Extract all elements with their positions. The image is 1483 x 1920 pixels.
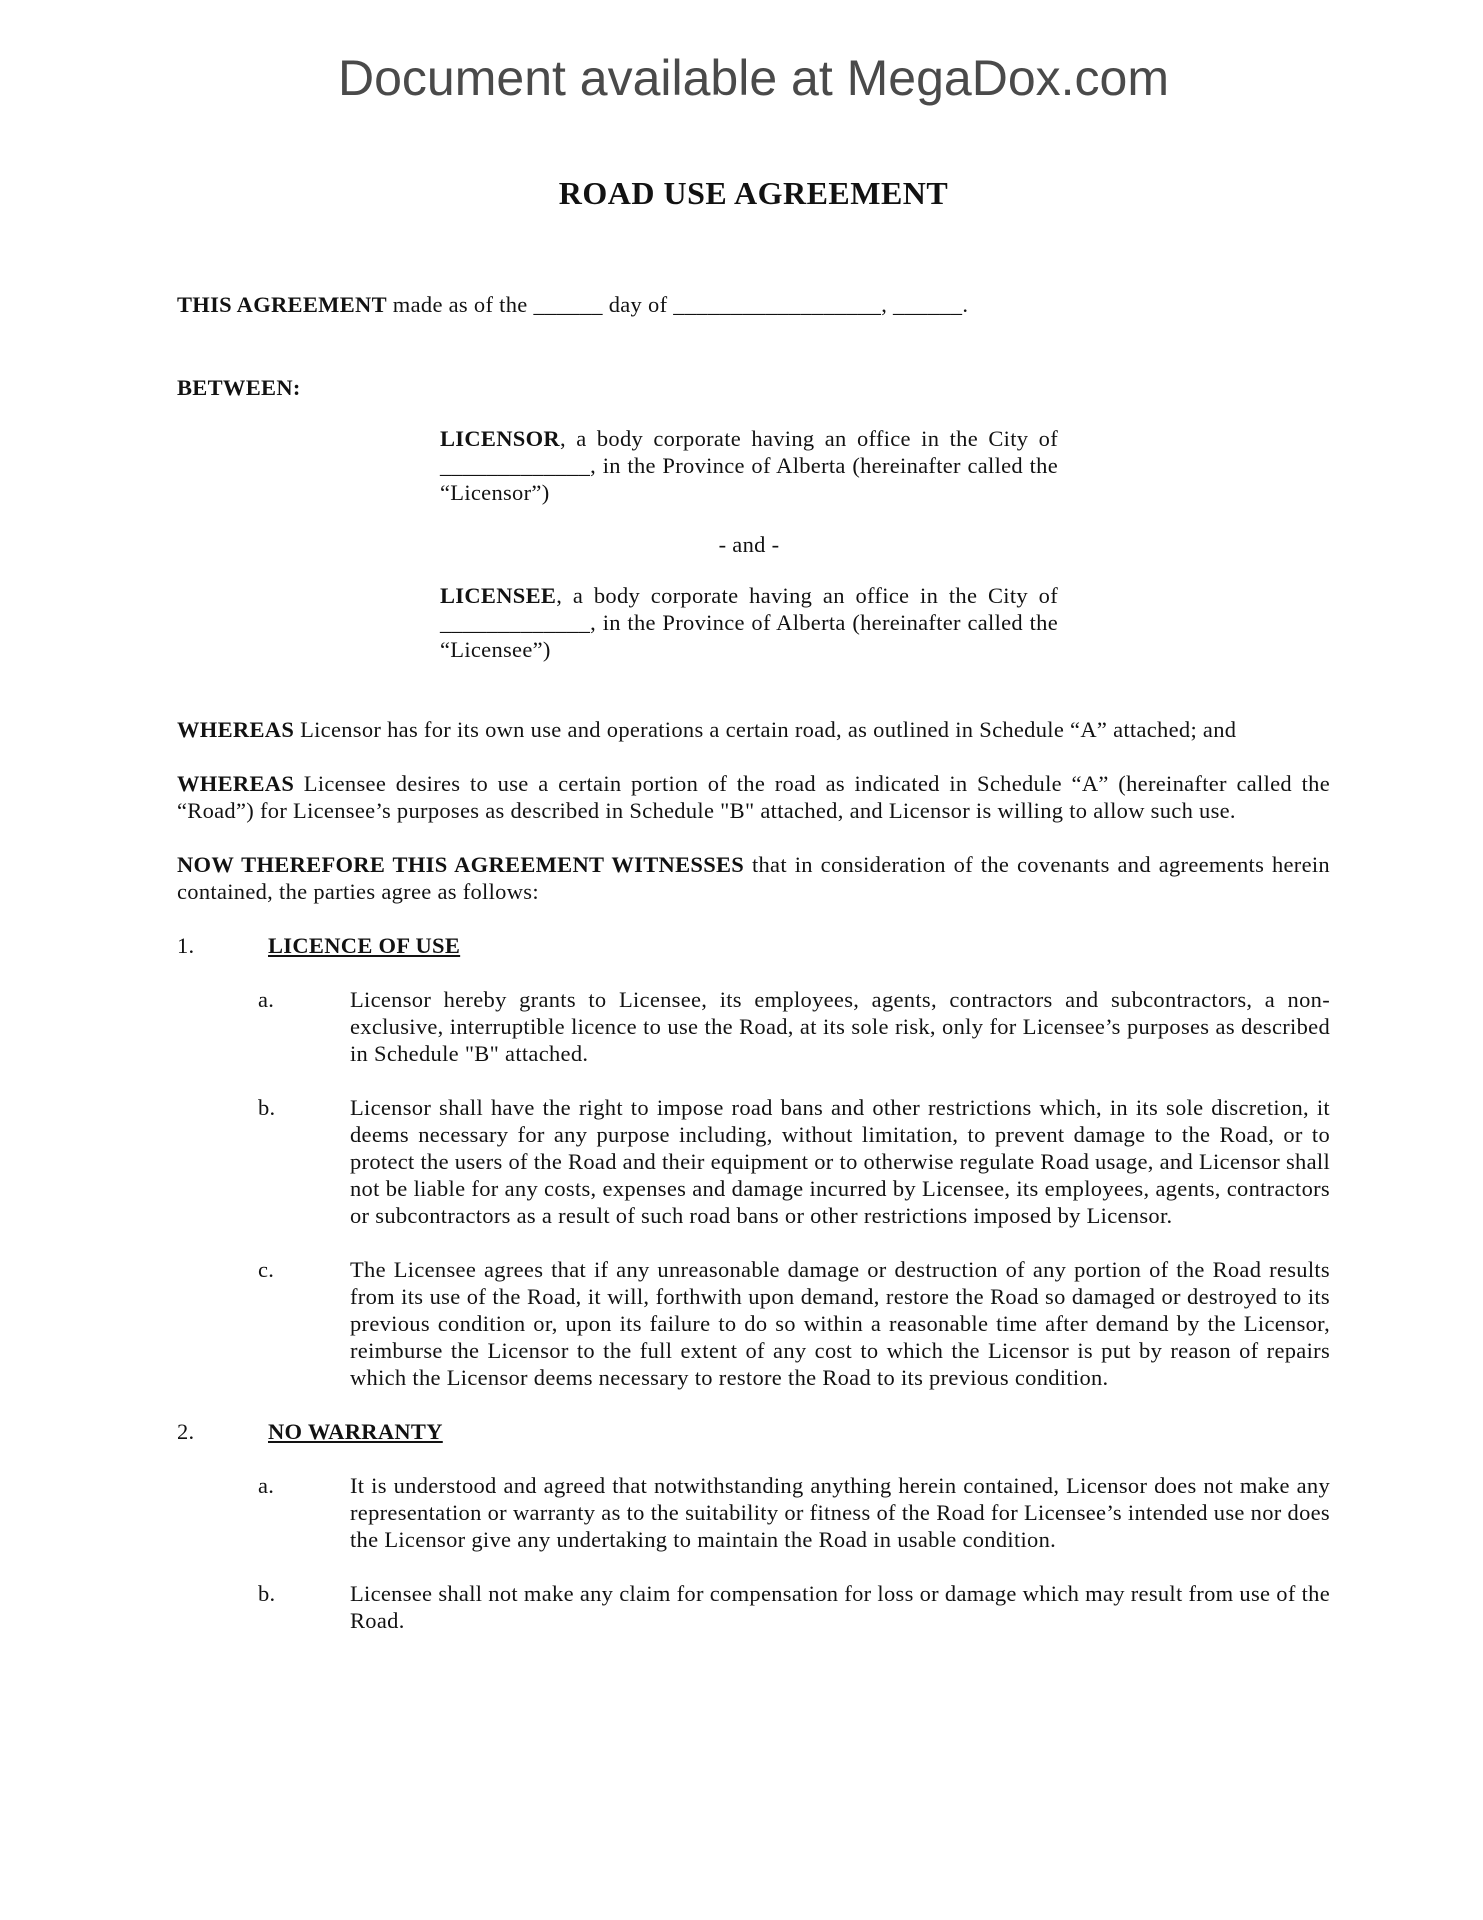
clause-1c-text: The Licensee agrees that if any unreasonable damage or destruction of any portion of the Road results from its use of the Road, it will, forthwith upon demand, restore the Road so damaged or destroyed to its previous condition or, upon its failure to do so within a reasonable time after demand by the Licensor, reimburse the Licensor to the full extent of any cost to which the Licensor is put by reason of repairs which the Licensor deems necessary to restore the Road to its previous condition.	[350, 1257, 1330, 1390]
and-separator: - and -	[718, 532, 780, 557]
clause-1b-text: Licensor shall have the right to impose road bans and other restrictions which, in its sole discretion, it deems necessary for any purpose including, without limitation, to prevent damage to the Road, or to protect the users of the Road and their equipment or to otherwise regulate Road usage, and Licensor shall not be liable for any costs, expenses and damage incurred by Licensee, its employees, agents, contractors or subcontractors as a result of such road bans or other restrictions imposed by Licensor.	[350, 1095, 1330, 1228]
recital-2-lead: WHEREAS	[177, 771, 295, 796]
clause-1b-marker: b.	[258, 1095, 276, 1120]
between-label: BETWEEN:	[177, 375, 301, 400]
opening-clause	[177, 291, 1330, 318]
now-therefore-text: that in consideration of the covenants and agreements herein contained, the parties agree as follows:	[177, 852, 1330, 904]
section-1-heading	[177, 932, 1330, 959]
clause-2b-marker: b.	[258, 1581, 276, 1606]
clause-1c-marker: c.	[258, 1257, 275, 1282]
clause-1a-text: Licensor hereby grants to Licensee, its employees, agents, contractors and subcontractors, a non-exclusive, interruptible licence to use the Road, at its sole risk, only for Licensee’s purposes as described in Schedule "B" attached.	[350, 987, 1330, 1066]
licensor-description: , a body corporate having an office in the City of _____________, in the Province of Alberta (hereinafter called the “Licensor”)	[440, 426, 1058, 505]
recital-1-text: Licensor has for its own use and operations a certain road, as outlined in Schedule “A” attached; and	[294, 717, 1237, 742]
section-1-title: LICENCE OF USE	[268, 933, 461, 958]
opening-lead: THIS AGREEMENT	[177, 292, 387, 317]
section-2-number: 2.	[177, 1419, 195, 1444]
section-2-heading	[177, 1418, 1330, 1445]
licensor-block	[440, 425, 1058, 506]
licensee-name: LICENSEE	[440, 583, 557, 608]
clause-1c	[258, 1256, 1330, 1391]
now-therefore-lead: NOW THEREFORE THIS AGREEMENT WITNESSES	[177, 852, 745, 877]
clause-1b	[258, 1094, 1330, 1229]
opening-rest: made as of the ______ day of __________________, ______.	[386, 292, 969, 317]
licensee-description: , a body corporate having an office in the City of _____________, in the Province of Alberta (hereinafter called the “Licensee”)	[440, 583, 1058, 662]
clause-2b	[258, 1580, 1330, 1634]
clause-2b-text: Licensee shall not make any claim for compensation for loss or damage which may result from use of the Road.	[350, 1581, 1330, 1633]
recital-2-text: Licensee desires to use a certain portion of the road as indicated in Schedule “A” (hereinafter called the “Road”) for Licensee’s purposes as described in Schedule "B" attached, and Licensor is willing to allow such use.	[177, 771, 1330, 823]
document-title: ROAD USE AGREEMENT	[558, 175, 949, 211]
section-2-title: NO WARRANTY	[268, 1419, 443, 1444]
licensor-name: LICENSOR	[440, 426, 560, 451]
clause-2a	[258, 1472, 1330, 1553]
now-therefore-clause	[177, 851, 1330, 905]
licensee-block	[440, 582, 1058, 663]
recital-whereas-2	[177, 770, 1330, 824]
recital-whereas-1	[177, 716, 1330, 743]
clause-2a-marker: a.	[258, 1473, 275, 1498]
clause-1a	[258, 986, 1330, 1067]
clause-1a-marker: a.	[258, 987, 275, 1012]
section-1-number: 1.	[177, 933, 195, 958]
recital-1-lead: WHEREAS	[177, 717, 295, 742]
clause-2a-text: It is understood and agreed that notwithstanding anything herein contained, Licensor does not make any representation or warranty as to the suitability or fitness of the Road for Licensee’s intended use nor does the Licensor give any undertaking to maintain the Road in usable condition.	[350, 1473, 1330, 1552]
watermark-text: Document available at MegaDox.com	[338, 50, 1169, 106]
